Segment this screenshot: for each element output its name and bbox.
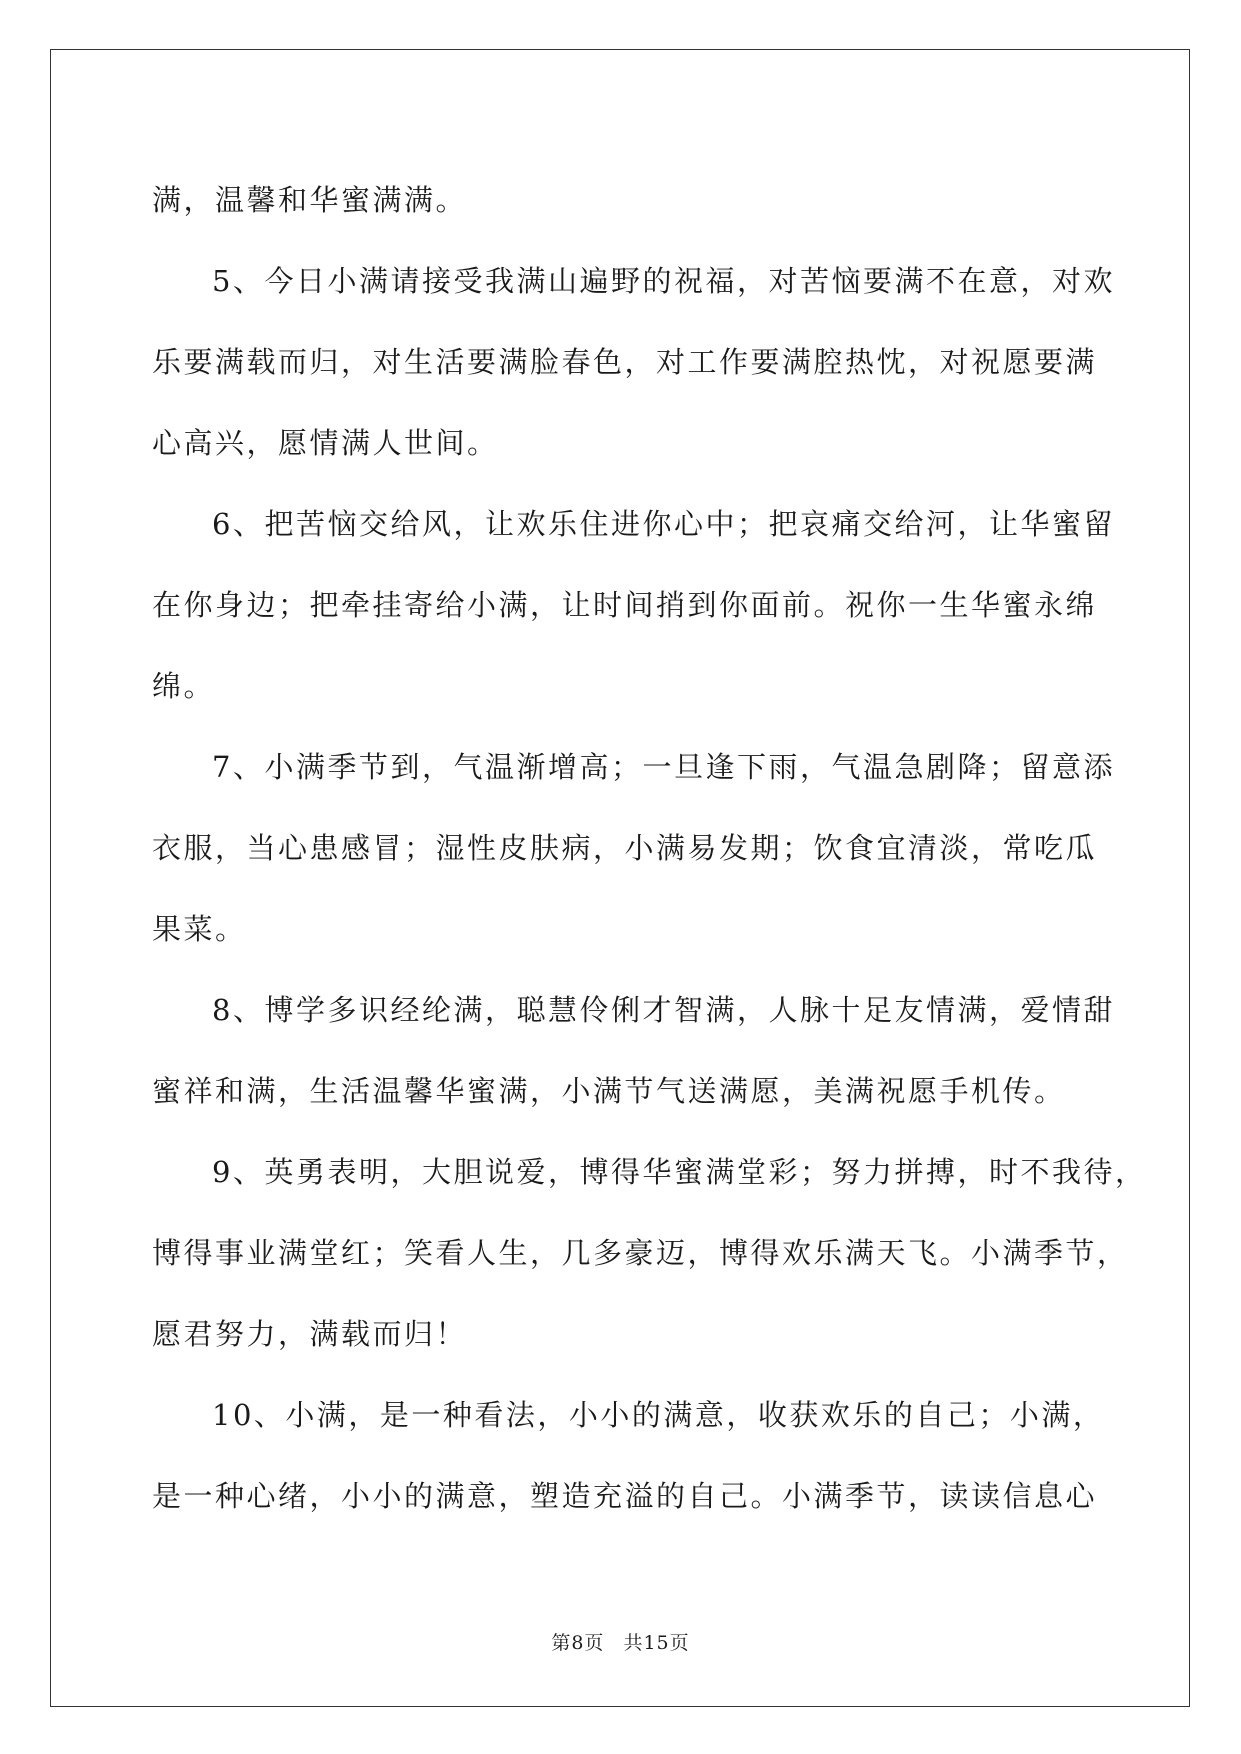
text-line: 在你身边；把牵挂寄给小满，让时间捎到你面前。祝你一生华蜜永绵 [152, 588, 1098, 622]
text-line: 6、把苦恼交给风，让欢乐住进你心中；把哀痛交给河，让华蜜留 [212, 507, 1115, 541]
page-number: 第8页 [551, 1632, 605, 1654]
text-line: 蜜祥和满，生活温馨华蜜满，小满节气送满愿，美满祝愿手机传。 [152, 1074, 1066, 1108]
text-line: 果菜。 [152, 912, 247, 946]
text-line: 愿君努力，满载而归！ [152, 1317, 468, 1351]
text-line: 7、小满季节到，气温渐增高；一旦逢下雨，气温急剧降；留意添 [212, 750, 1115, 784]
text-line: 乐要满载而归，对生活要满脸春色，对工作要满腔热忱，对祝愿要满 [152, 345, 1098, 379]
text-line: 5、今日小满请接受我满山遍野的祝福，对苦恼要满不在意，对欢 [212, 264, 1115, 298]
text-line: 10、小满，是一种看法，小小的满意，收获欢乐的自己；小满， [212, 1398, 1105, 1432]
text-line: 9、英勇表明，大胆说爱，博得华蜜满堂彩；努力拼搏，时不我待， [212, 1155, 1147, 1189]
text-line: 心高兴，愿情满人世间。 [152, 426, 499, 460]
text-line: 绵。 [152, 669, 216, 703]
document-body [152, 160, 1147, 1537]
text-line: 8、博学多识经纶满，聪慧伶俐才智满，人脉十足友情满，爱情甜 [212, 993, 1115, 1027]
text-line: 满，温馨和华蜜满满。 [152, 183, 468, 217]
text-line: 博得事业满堂红；笑看人生，几多豪迈，博得欢乐满天飞。小满季节， [152, 1236, 1129, 1270]
page-footer [0, 1628, 1241, 1655]
page-total: 共15页 [623, 1632, 690, 1654]
text-line: 衣服，当心患感冒；湿性皮肤病，小满易发期；饮食宜清淡，常吃瓜 [152, 831, 1098, 865]
text-line: 是一种心绪，小小的满意，塑造充溢的自己。小满季节，读读信息心 [152, 1479, 1098, 1513]
